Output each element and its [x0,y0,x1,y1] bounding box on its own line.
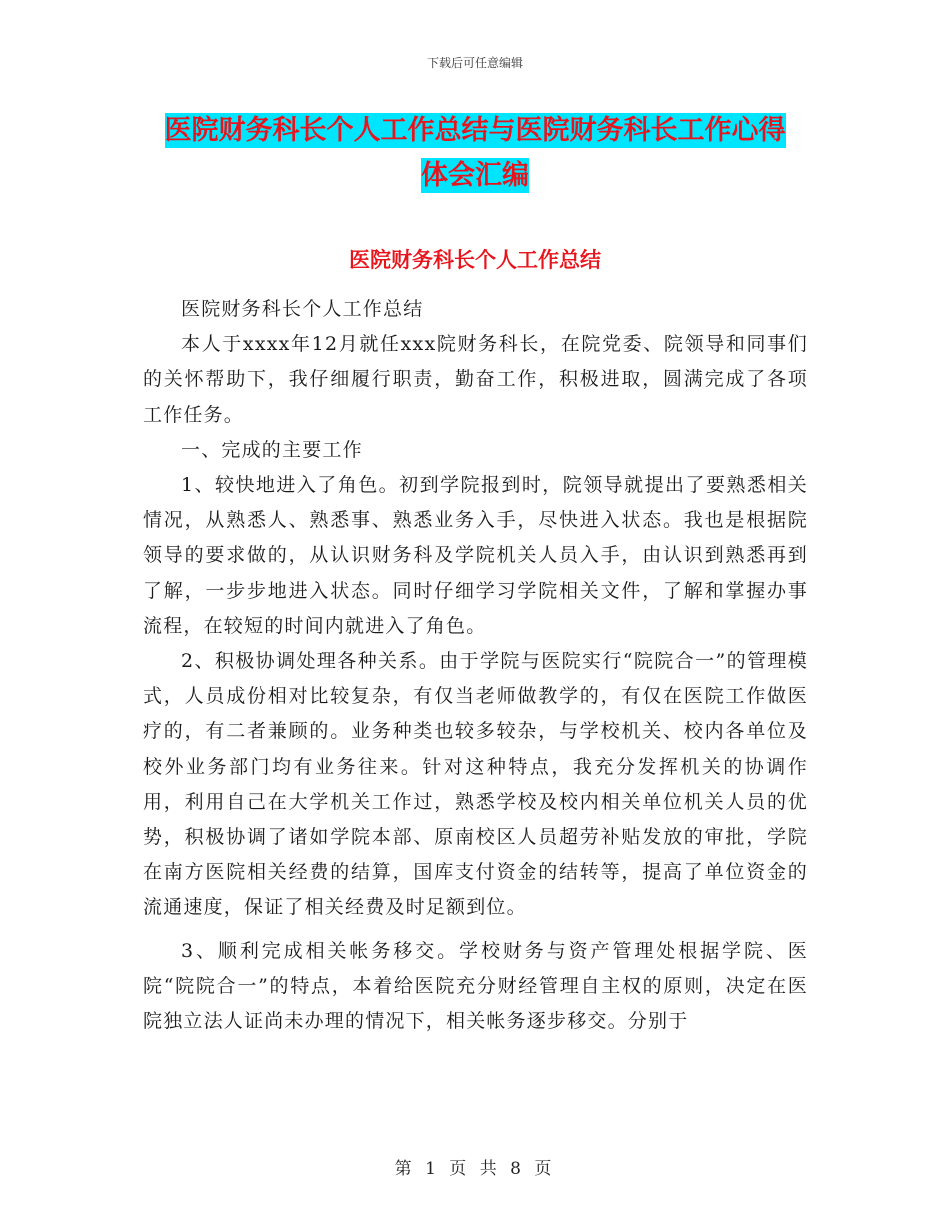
paragraph: 3、顺利完成相关帐务移交。学校财务与资产管理处根据学院、医院“院院合一”的特点，本着给医院充分财经管理自主权的原则，决定在医院独立法人证尚未办理的情况下，相关帐务逐步移交。分别于 [143,939,808,1033]
body-text [143,292,808,1039]
header-note: 下载后可任意编辑 [426,56,523,70]
section-title: 医院财务科长个人工作总结 [349,248,601,272]
paragraph: 医院财务科长个人工作总结 [181,298,424,320]
paragraph: 本人于xxxx年12月就任xxx院财务科长，在院党委、院领导和同事们的关怀帮助下，我仔细履行职责，勤奋工作，积极进取，圆满完成了各项工作任务。 [143,333,808,426]
page-footer: 第 1 页 共 8 页 [394,1159,556,1179]
paragraph: 1、较快地进入了角色。初到学院报到时，院领导就提出了要熟悉相关情况，从熟悉人、熟悉事、熟悉业务入手，尽快进入状态。我也是根据院领导的要求做的，从认识财务科及学院机关人员入手，由认识到熟悉再到了解，一步步地进入状态。同时仔细学习学院相关文件，了解和掌握办事流程，在较短的时间内就进入了角色。 [143,474,808,637]
document-title [140,108,810,198]
document-title-line-1: 医院财务科长个人工作总结与医院财务科长工作心得 [164,115,786,146]
paragraph: 一、完成的主要工作 [181,438,363,461]
document-title-line-2: 体会汇编 [421,160,529,191]
paragraph: 2、积极协调处理各种关系。由于学院与医院实行“院院合一”的管理模式，人员成份相对比较复杂，有仅当老师做教学的，有仅在医院工作做医疗的，有二者兼顾的。业务种类也较多较杂，与学校机关、校内各单位及校外业务部门均有业务往来。针对这种特点，我充分发挥机关的协调作用，利用自己在大学机关工作过，熟悉学校及校内相关单位机关人员的优势，积极协调了诸如学院本部、原南校区人员超劳补贴发放的审批，学院在南方医院相关经费的结算，国库支付资金的结转等，提高了单位资金的流通速度，保证了相关经费及时足额到位。 [143,650,808,919]
